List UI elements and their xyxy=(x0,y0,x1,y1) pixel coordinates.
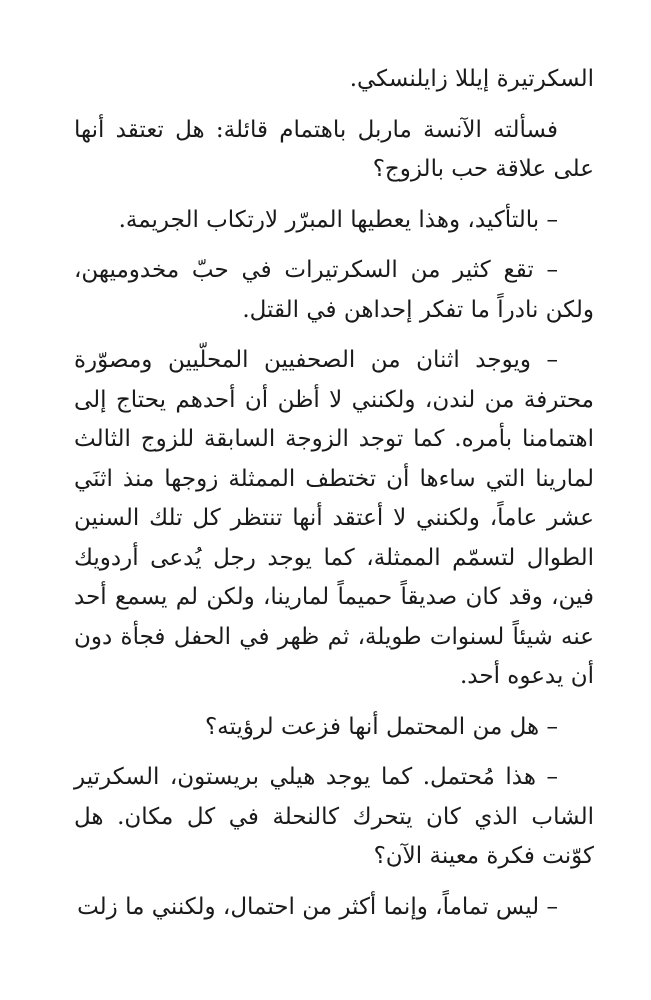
paragraph-5: – ويوجد اثنان من الصحفيين المحلّيين ومصوّرة محترفة من لندن، ولكنني لا أظن أن أحدهم يحتاج إلى اهتمامنا بأمره. كما توجد الزوجة السابقة للزوج الثالث لمارينا التي ساءها أن تختطف الممثلة زوجها منذ اثنَي عشر عاماً، ولكنني لا أعتقد أنها تنتظر كل تلك السنين الطوال لتسمّم الممثلة، كما يوجد رجل يُدعى أردويك فين، وقد كان صديقاً حميماً لمارينا، ولكن لم يسمع أحد عنه شيئاً لسنوات طويلة، ثم ظهر في الحفل فجأة دون أن يدعوه أحد. xyxy=(74,347,594,689)
paragraph-7: – هذا مُحتمل. كما يوجد هيلي بريستون، السكرتير الشاب الذي كان يتحرك كالنحلة في كل مكان. هل كوّنت فكرة معينة الآن؟ xyxy=(74,764,594,869)
paragraph-2: فسألته الآنسة ماربل باهتمام قائلة: هل تعتقد أنها على علاقة حب بالزوج؟ xyxy=(74,116,594,182)
book-page xyxy=(74,60,594,990)
paragraph-6: – هل من المحتمل أنها فزعت لرؤيته؟ xyxy=(204,713,558,740)
paragraph-1: السكرتيرة إيللا زايلنسكي. xyxy=(349,66,594,92)
paragraph-4: – تقع كثير من السكرتيرات في حبّ مخدوميهن، ولكن نادراً ما تفكر إحداهن في القتل. xyxy=(74,257,594,323)
paragraph-3: – بالتأكيد، وهذا يعطيها المبرّر لارتكاب الجريمة. xyxy=(118,206,558,233)
paragraph-8: – ليس تماماً، وإنما أكثر من احتمال، ولكنني ما زلت xyxy=(77,893,558,920)
